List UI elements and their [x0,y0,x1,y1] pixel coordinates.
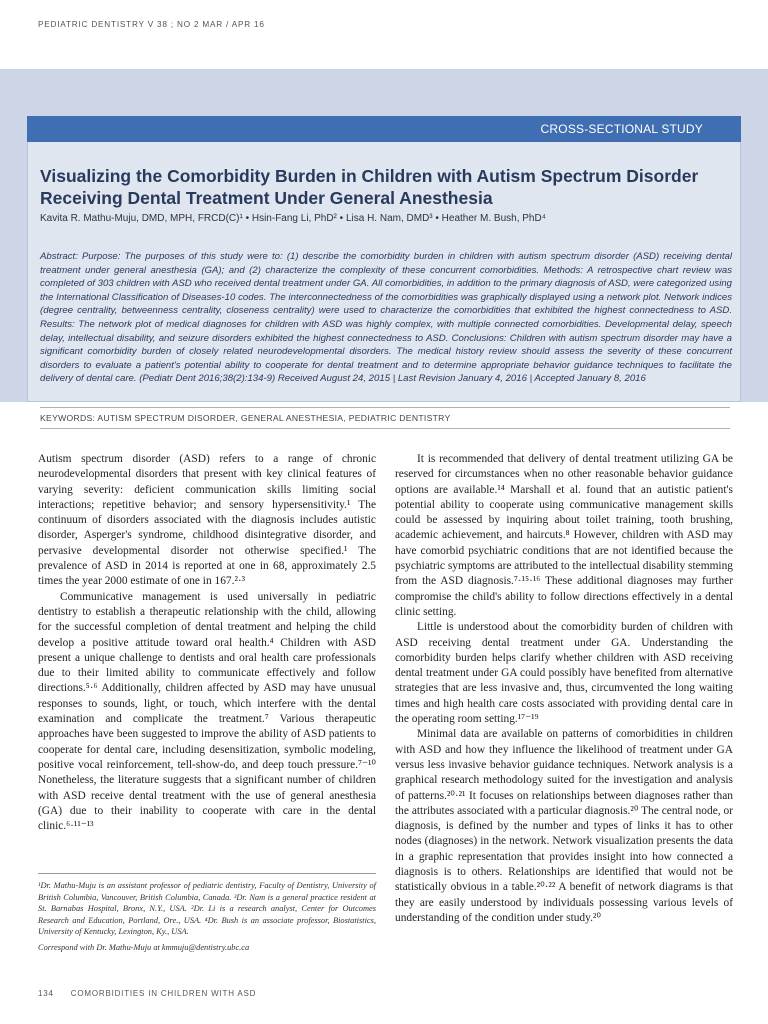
running-head: PEDIATRIC DENTISTRY V 38 ; NO 2 MAR / APR 16 [38,20,265,29]
footnote-affiliations: ¹Dr. Mathu-Muju is an assistant professor of pediatric dentistry, Faculty of Dentistry, University of British Columbia, Vancouver, British Columbia, Canada. ³Dr. Nam is a general practice resident at St. Barnabas Hospital, Bronx, N.Y., USA. ²Dr. Li is a research analyst, Center for Outcomes Research and Education, Portland, Ore., USA. ⁴Dr. Bush is an associate professor, Biostatistics, University of Kentucky, Lexington, Ky., USA. [38,881,376,937]
keywords: KEYWORDS: AUTISM SPECTRUM DISORDER, GENERAL ANESTHESIA, PEDIATRIC DENTISTRY [40,413,451,423]
body-column-left [38,452,376,834]
study-type-label: CROSS-SECTIONAL STUDY [540,122,703,136]
footnote-rule [38,873,376,874]
article-title: Visualizing the Comorbidity Burden in Children with Autism Spectrum Disorder Receiving Dental Treatment Under General Anesthesia [40,166,699,208]
body-column-right [395,452,733,926]
footnote-correspondence: Correspond with Dr. Mathu-Muju at kmmuju@dentistry.ubc.ca [38,942,250,952]
paragraph: Autism spectrum disorder (ASD) refers to a range of chronic neurodevelopmental disorders that present with key clinical features of varying severity: deficient communication skills limiting social interactions; repetitive behavior; and sensory hypersensitivity.¹ The continuum of disorders associated with the diagnosis includes autistic disorder, Asperger's syndrome, childhood disintegrative disorder, and pervasive developmental disorder not otherwise specified.¹ The prevalence of ASD in 2014 is reported at one in 68, approximately 2.5 times the year 2000 estimate of one in 167.²·³ [38,453,376,588]
paragraph: Minimal data are available on patterns of comorbidities in children with ASD and how they influence the likelihood of treatment under GA versus less invasive behavior guidance techniques. Network analysis is a graphical research methodology suited for the investigation and analysis of patterns.²⁰·²¹ It focuses on relationships between diagnoses rather than the attributes associated with a particular diagnosis.²⁰ The central node, or diagnosis, is defined by the number and types of links it has to other nodes (diagnoses) in the network. Network visualization presents the data in a graphic representation that provides insight into how connected a diagnosis is to others. Relationships are identified that would not be statistically obvious in a table.²⁰·²² A benefit of network diagrams is that they are easily understood by individuals possessing various levels of understanding of the condition under study.²⁰ [395,728,733,924]
paragraph: Little is understood about the comorbidity burden of children with ASD receiving dental treatment under GA. Understanding the comorbidity burden helps clarify whether children with ASD receiving dental treatment under GA could possibly have benefited from alternative strategies that are less invasive and, thus, circumvented the long waiting times and high health care costs associated with providing dental care in the operating room setting.¹⁷⁻¹⁹ [395,621,733,726]
paragraph: Communicative management is used universally in pediatric dentistry to establish a therapeutic relationship with the child, allowing for the successful completion of dental treatment and helping the child develop a positive attitude toward oral health.⁴ Children with ASD present a unique challenge to dentists and oral health care professionals due to their limited ability to communicate effectively and follow directions.⁵·⁶ Additionally, children affected by ASD may have unusual responses to sounds, light, or touch, which interfere with the dental examination and complicate the treatment.⁷ Various therapeutic approaches have been suggested to improve the ability of ASD patients to cooperate for dental care, including desensitization, symbolic modeling, positive vocal reinforcement, tell-show-do, and deep touch pressure.⁷⁻¹⁰ Nonetheless, the literature suggests that a significant number of children with ASD receive dental treatment with the use of general anesthesia (GA) due to their inability to cooperate with care in the dental clinic.⁶·¹¹⁻¹³ [38,590,376,833]
keywords-rule-bottom [40,428,730,429]
footer-running-title: COMORBIDITIES IN CHILDREN WITH ASD [70,989,257,998]
footnotes [38,880,376,954]
page-number: 134 [38,989,54,998]
keywords-rule-top [40,407,730,408]
paragraph: It is recommended that delivery of dental treatment utilizing GA be reserved for circumstances when no other reasonable behavior guidance options are available.¹⁴ Marshall et al. found that an autistic patient's potential ability to cooperate using communicative management skills could be assessed by inquiring about toilet training, tooth brushing, academic achievement, and haircuts.⁸ However, children with ASD may have comorbid psychiatric conditions that are not identified because the psychiatric symptoms are attributed to the intellectual disability stemming from the ASD diagnosis.⁷·¹⁵·¹⁶ These additional diagnoses may further compromise the child's ability to follow directions effectively in a dental clinic setting. [395,453,733,618]
page-footer [38,989,270,998]
author-list: Kavita R. Mathu-Muju, DMD, MPH, FRCD(C)¹ • Hsin-Fang Li, PhD² • Lisa H. Nam, DMD³ • Heather M. Bush, PhD⁴ [40,213,547,224]
abstract-text: Abstract: Purpose: The purposes of this study were to: (1) describe the comorbidity burden in children with autism spectrum disorder (ASD) receiving dental treatment under general anesthesia (GA); and (2) characterize the complexity of these concurrent comorbidities. Methods: A retrospective chart review was completed of 303 children with ASD who received dental treatment under GA. All comorbidities, in addition to the primary diagnosis of ASD, were categorized using the International Classification of Diseases-10 codes. The interconnectedness of the comorbidities was graphically displayed using a network plot. Network indices (degree centrality, betweenness centrality, closeness centrality) were used to characterize the comorbidities that exhibited the highest connectedness to ASD. Results: The network plot of medical diagnoses for children with ASD was highly complex, with multiple connected comorbidities. Developmental delay, speech delay, intellectual disability, and seizure disorders exhibited the highest connectedness to ASD. Conclusions: Children with autism spectrum disorder may have a significant comorbidity burden of closely related neurodevelopmental disorders. The medical history review should assess the severity of these concurrent disorders to evaluate a patient's potential ability to cooperate for dental treatment and to determine appropriate behavior guidance techniques to facilitate the delivery of dental care. (Pediatr Dent 2016;38(2):134-9) Received August 24, 2015 | Last Revision January 4, 2016 | Accepted January 8, 2016 [40,251,732,385]
